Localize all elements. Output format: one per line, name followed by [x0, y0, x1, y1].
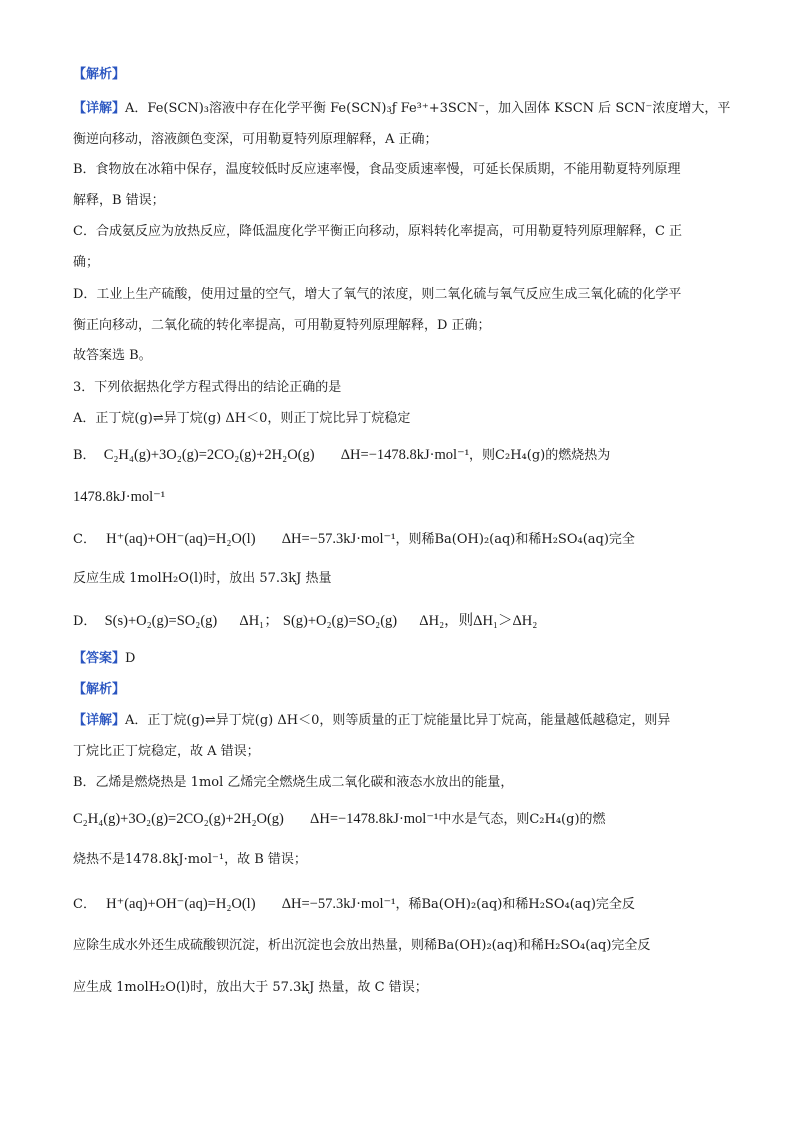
answer-c-explanation-line2: 应除生成水外还生成硫酸钡沉淀，析出沉淀也会放出热量，则稀Ba(OH)₂(aq)和稀H₂SO₄(aq)完全反: [73, 938, 651, 953]
answer-heading: 【答案】: [73, 651, 126, 666]
option-c-explanation-line2: 确；: [73, 255, 100, 270]
analysis-heading-2: 【解析】: [73, 682, 126, 697]
answer-c-explanation-line3: 应生成 1molH₂O(l)时，放出大于 57.3kJ 热量，故 C 错误；: [73, 980, 428, 995]
question-option-c-line1: C． H⁺(aq)+OH⁻(aq)=H₂O(l) ΔH=−57.3kJ·mol⁻¹，则稀Ba(OH)₂(aq)和稀H₂SO₄(aq)完全: [73, 531, 635, 547]
equation-answer-c: H⁺(aq)+OH⁻(aq)=H₂O(l): [106, 896, 256, 912]
equation-d2: S(g)+O₂(g)=SO₂(g): [282, 613, 398, 629]
answer-value: D: [125, 651, 136, 666]
option-d-explanation-line1: D．工业上生产硫酸，使用过量的空气，增大了氧气的浓度，则二氧化硫与氧气反应生成三氧化硫的化学平: [73, 287, 682, 302]
question-option-a: A．正丁烷(g)⇌异丁烷(g) ΔH＜0，则正丁烷比异丁烷稳定: [73, 411, 411, 426]
answer-line: [73, 650, 135, 668]
question-option-d: D． S(s)+O₂(g)=SO₂(g) ΔH₁； S(g)+O₂(g)=SO₂(g) ΔH₂，则ΔH₁＞ΔH₂: [73, 613, 538, 629]
equation-answer-b: C₂H₄(g)+3O₂(g)=2CO₂(g)+2H₂O(g): [73, 811, 284, 827]
equation-d1: S(s)+O₂(g)=SO₂(g): [104, 613, 218, 629]
option-a-explanation-line1: 【详解】A．Fe(SCN)₃溶液中存在化学平衡 Fe(SCN)₃ƒ Fe³⁺+3SCN⁻，加入固体 KSCN 后 SCN⁻浓度增大，平: [73, 101, 731, 116]
question-option-b-line2: 1478.8kJ·mol⁻¹: [73, 489, 166, 505]
enthalpy-c: ΔH=−57.3kJ·mol⁻¹: [281, 531, 396, 547]
option-b-explanation-line2: 解释，B 错误；: [73, 193, 165, 208]
option-c-explanation-line1: C．合成氨反应为放热反应，降低温度化学平衡正向移动，原料转化率提高，可用勒夏特列原理解释，C 正: [73, 224, 683, 239]
analysis-heading: 【解析】: [73, 67, 126, 82]
equation-b: C₂H₄(g)+3O₂(g)=2CO₂(g)+2H₂O(g): [103, 447, 315, 463]
answer-a-explanation-line1: 【详解】A．正丁烷(g)⇌异丁烷(g) ΔH＜0，则等质量的正丁烷能量比异丁烷高，能量越低越稳定，则异: [73, 713, 671, 728]
answer-c-explanation-line1: C． H⁺(aq)+OH⁻(aq)=H₂O(l) ΔH=−57.3kJ·mol⁻¹，稀Ba(OH)₂(aq)和稀H₂SO₄(aq)完全反: [73, 896, 635, 912]
question-option-b-line1: B． C₂H₄(g)+3O₂(g)=2CO₂(g)+2H₂O(g) ΔH=−1478.8kJ·mol⁻¹，则C₂H₄(g)的燃烧热为: [73, 447, 611, 463]
enthalpy-b: ΔH=−1478.8kJ·mol⁻¹: [340, 447, 470, 463]
answer-a-explanation-line2: 丁烷比正丁烷稳定，故 A 错误；: [73, 744, 260, 759]
question-stem: 3．下列依据热化学方程式得出的结论正确的是: [73, 380, 342, 395]
conclusion-text: 故答案选 B。: [73, 348, 152, 363]
equation-c: H⁺(aq)+OH⁻(aq)=H₂O(l): [106, 531, 256, 547]
answer-b-explanation-line2: C₂H₄(g)+3O₂(g)=2CO₂(g)+2H₂O(g) ΔH=−1478.8kJ·mol⁻¹中水是气态，则C₂H₄(g)的燃: [73, 811, 606, 827]
option-a-explanation-line2: 衡逆向移动，溶液颜色变深，可用勒夏特列原理解释，A 正确；: [73, 132, 438, 147]
option-d-explanation-line2: 衡正向移动，二氧化硫的转化率提高，可用勒夏特列原理解释，D 正确；: [73, 318, 491, 333]
answer-b-explanation-line3: 烧热不是1478.8kJ·mol⁻¹，故 B 错误；: [73, 852, 307, 867]
detail-heading-2: 【详解】: [73, 713, 126, 728]
question-option-c-line2: 反应生成 1molH₂O(l)时，放出 57.3kJ 热量: [73, 571, 332, 586]
option-b-explanation-line1: B．食物放在冰箱中保存，温度较低时反应速率慢，食品变质速率慢，可延长保质期，不能用勒夏特列原理: [73, 162, 681, 177]
answer-b-explanation-line1: B．乙烯是燃烧热是 1mol 乙烯完全燃烧生成二氧化碳和液态水放出的能量，: [73, 775, 514, 790]
detail-heading: 【详解】: [73, 101, 126, 116]
